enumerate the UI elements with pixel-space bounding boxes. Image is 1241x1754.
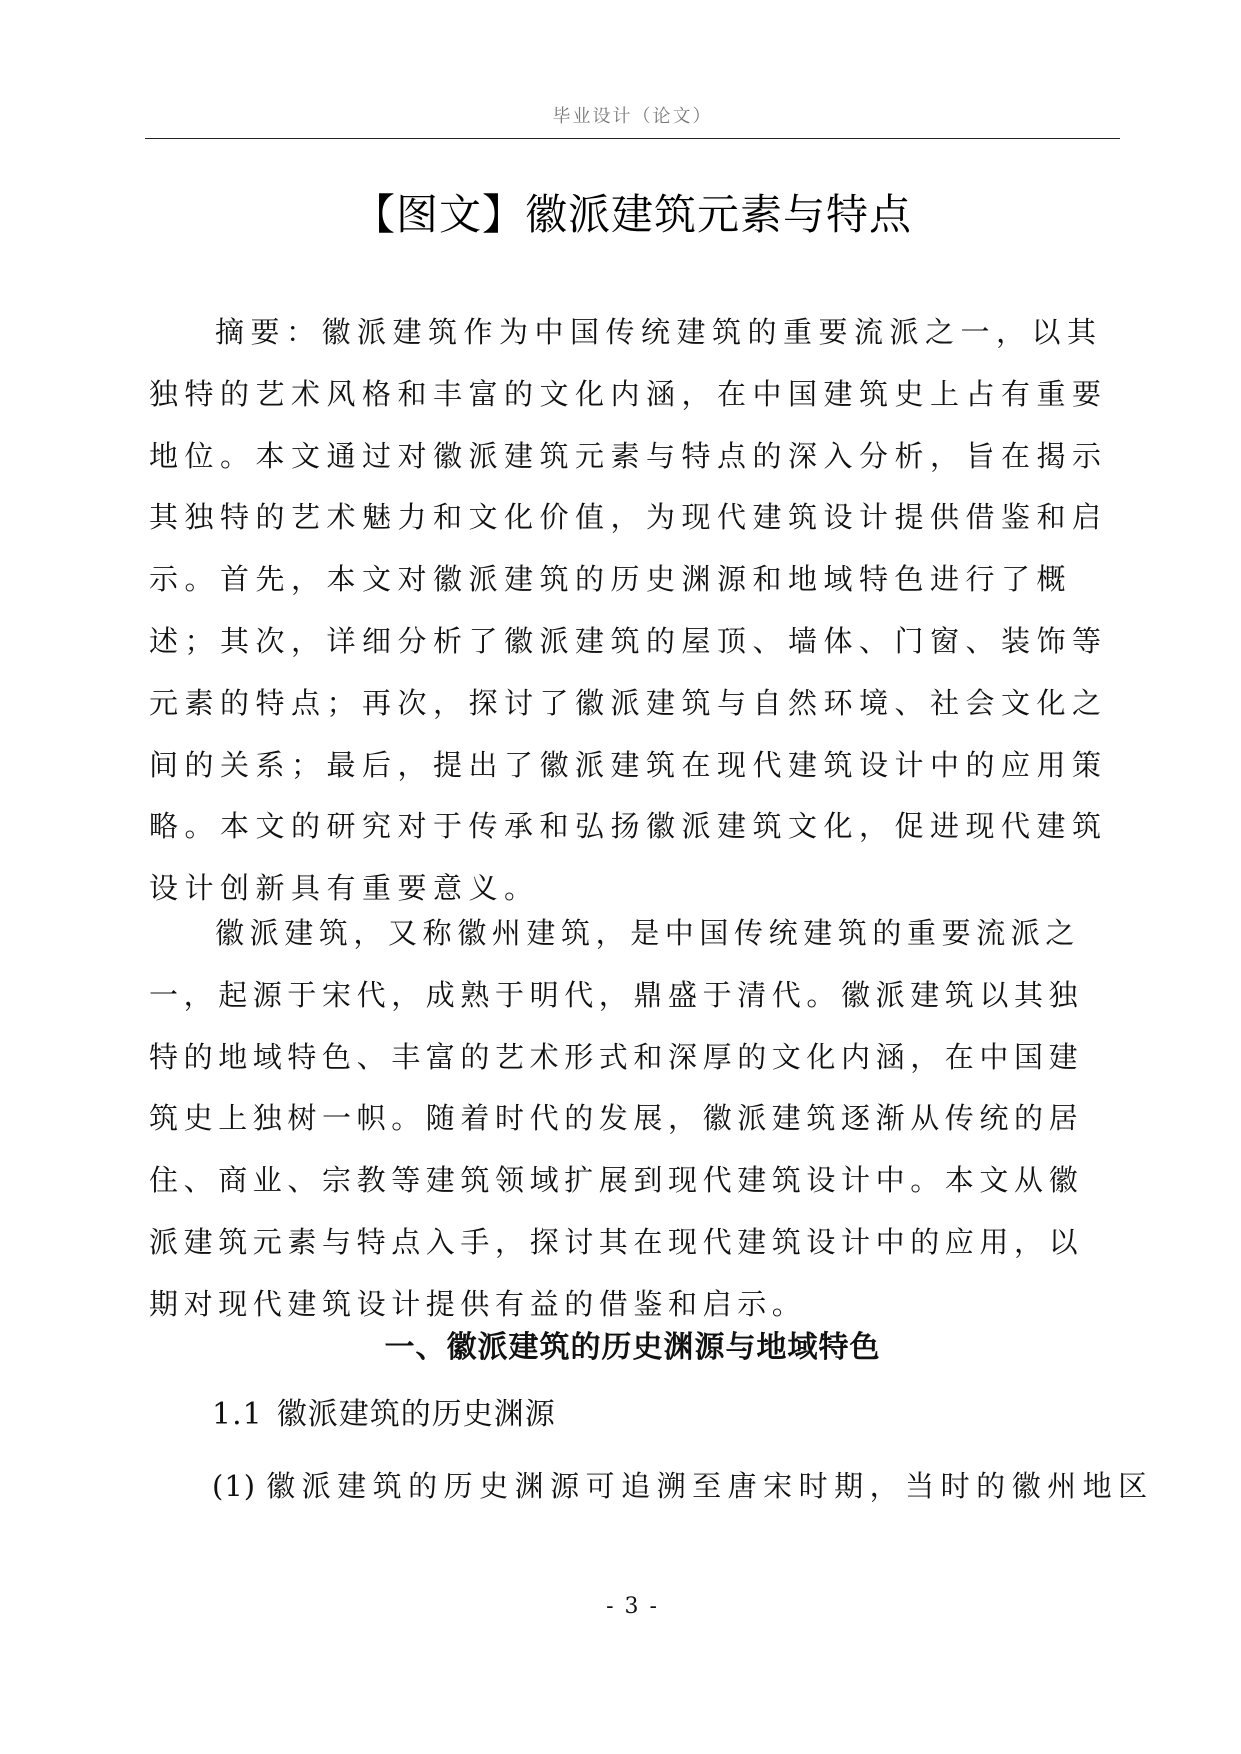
document-title: 【图文】徽派建筑元素与特点 [352, 190, 912, 239]
intro-paragraph: 徽派建筑，又称徽州建筑，是中国传统建筑的重要流派之一，起源于宋代，成熟于明代，鼎盛于清代。徽派建筑以其独特的地域特色、丰富的艺术形式和深厚的文化内涵，在中国建筑史上独树一帜。随着时代的发展，徽派建筑逐渐从传统的居住、商业、宗教等建筑领域扩展到现代建筑设计中。本文从徽派建筑元素与特点入手，探讨其在现代建筑设计中的应用，以期对现代建筑设计提供有益的借鉴和启示。 [149, 916, 1084, 1321]
page-header [145, 102, 1120, 139]
subsection-number: 1.1 [212, 1397, 263, 1432]
list-item-text: 徽派建筑的历史渊源可追溯至唐宋时期，当时的徽州地区 [266, 1469, 1154, 1503]
subsection-heading [212, 1395, 556, 1435]
subsection-title: 徽派建筑的历史渊源 [276, 1397, 556, 1432]
list-item [212, 1466, 1154, 1506]
page-number: - 3 - [606, 1594, 659, 1619]
list-item-marker: (1) [212, 1469, 257, 1503]
header-text: 毕业设计（论文） [552, 106, 713, 127]
abstract-paragraph: 摘要：徽派建筑作为中国传统建筑的重要流派之一，以其独特的艺术风格和丰富的文化内涵，在中国建筑史上占有重要地位。本文通过对徽派建筑元素与特点的深入分析，旨在揭示其独特的艺术魅力和文化价值，为现代建筑设计提供借鉴和启示。首先，本文对徽派建筑的历史渊源和地域特色进行了概述；其次，详细分析了徽派建筑的屋顶、墙体、门窗、装饰等元素的特点；再次，探讨了徽派建筑与自然环境、社会文化之间的关系；最后，提出了徽派建筑在现代建筑设计中的应用策略。本文的研究对于传承和弘扬徽派建筑文化，促进现代建筑设计创新具有重要意义。 [149, 315, 1108, 906]
section-heading: 一、徽派建筑的历史渊源与地域特色 [384, 1330, 881, 1365]
